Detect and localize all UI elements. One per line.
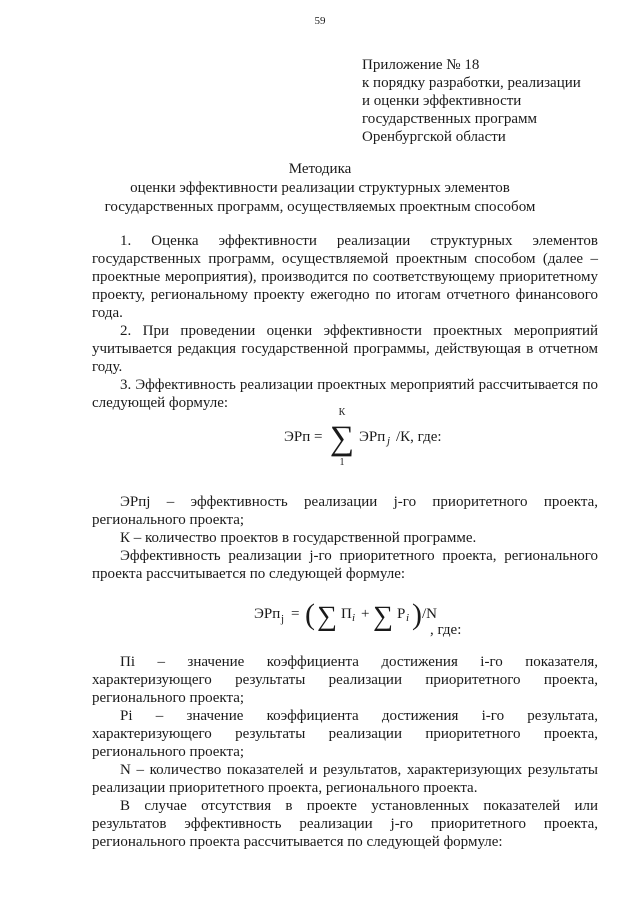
definition-ri: Рi – значение коэффициента достижения i-го результата, характеризующего результаты реализации приоритетного проекта, регионального проекта; <box>92 708 598 760</box>
appendix-header <box>362 56 581 146</box>
sigma-icon: ∑ <box>329 420 355 457</box>
appendix-line: Оренбургской области <box>362 129 506 145</box>
close-paren-icon: ) <box>412 598 422 631</box>
appendix-line: к порядку разработки, реализации <box>362 75 581 91</box>
paragraph-last: В случае отсутствия в проекте установленных показателей или результатов эффективность реализации j-го приоритетного проекта, регионального проекта рассчитывается по следующей формуле: <box>92 798 598 850</box>
definition-pi: Пi – значение коэффициента достижения i-го показателя, характеризующего результаты реализации приоритетного проекта, регионального проекта; <box>92 654 598 706</box>
formula-1-lhs: ЭРп = <box>284 429 323 445</box>
formula-2-term-2: Р <box>397 606 406 622</box>
formula-2-lhs-subscript: j <box>281 613 285 625</box>
formula-2-plus: + <box>361 606 370 622</box>
page-number: 59 <box>314 15 326 27</box>
paragraph-1: 1. Оценка эффективности реализации структурных элементов государственных программ, осуществляемой проектным способом (далее – проектные мероприятия), производится по соответствующему приоритетному проекту, региональному проекту ежегодно по итогам отчетного финансового года. <box>92 233 598 321</box>
formula-1-lower-limit: 1 <box>339 457 345 467</box>
formula-2-term-1: П <box>341 606 352 622</box>
formula-2-intro: Эффективность реализации j-го приоритетного проекта, регионального проекта рассчитывается по следующей формуле: <box>92 548 598 582</box>
title-line: государственных программ, осуществляемых проектным способом <box>104 199 536 215</box>
formula-2-lhs: ЭРп <box>254 606 281 622</box>
appendix-line: и оценки эффективности <box>362 93 522 109</box>
sigma-icon: ∑ <box>317 601 337 632</box>
definitions-block-2 <box>92 653 598 851</box>
formula-2-tail: /N <box>422 606 437 622</box>
formula-1-term: ЭРп <box>359 429 386 445</box>
formula-2 <box>254 590 484 640</box>
appendix-line: государственных программ <box>362 111 538 127</box>
body-text <box>92 232 598 412</box>
definition-k: К – количество проектов в государственной программе. <box>120 530 477 546</box>
formula-2-equals: = <box>291 606 300 622</box>
paragraph-3: 3. Эффективность реализации проектных мероприятий рассчитывается по следующей формуле: <box>92 377 598 411</box>
definition-erpj: ЭРпj – эффективность реализации j-го приоритетного проекта, регионального проекта; <box>92 494 598 528</box>
title-line: Методика <box>288 161 352 177</box>
title-line: оценки эффективности реализации структурных элементов <box>130 180 510 196</box>
open-paren-icon: ( <box>305 598 315 631</box>
appendix-line: Приложение № 18 <box>362 57 480 73</box>
definitions-block-1 <box>92 493 598 583</box>
definition-n: N – количество показателей и результатов, характеризующих результаты реализации приоритетного проекта, регионального проекта. <box>92 762 598 796</box>
document-title <box>0 160 640 217</box>
formula-2-sub-i-1: i <box>352 612 356 624</box>
formula-1-upper-limit: К <box>338 407 346 418</box>
formula-2-sub-i-2: i <box>406 612 410 624</box>
formula-1-subscript: j <box>387 435 391 447</box>
formula-1-tail: /К, где: <box>396 429 442 445</box>
paragraph-2: 2. При проведении оценки эффективности проектных мероприятий учитывается редакция государственной программы, действующая в отчетном году. <box>92 323 598 375</box>
sigma-icon: ∑ <box>373 601 393 632</box>
formula-2-where: , где: <box>430 622 462 638</box>
formula-1 <box>284 403 464 467</box>
